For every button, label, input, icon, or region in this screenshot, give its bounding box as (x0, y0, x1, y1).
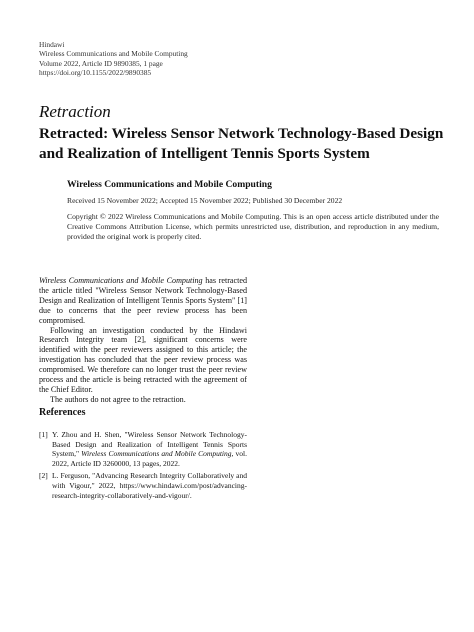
journal-name: Wireless Communications and Mobile Computing (39, 49, 188, 59)
publisher-name: Hindawi (39, 40, 65, 49)
reference-number: [2] (39, 471, 48, 481)
reference-item (39, 430, 247, 468)
doi-link[interactable]: https://doi.org/10.1155/2022/9890385 (39, 67, 152, 77)
article-title: Retracted: Wireless Sensor Network Technology-Based Design and Realization of Intelligent Tennis Sports System (39, 125, 444, 162)
retraction-body (39, 276, 247, 405)
reference-number: [1] (39, 430, 48, 439)
reference-journal: Wireless Communications and Mobile Computing (81, 449, 232, 459)
reference-details: , vol. 2022, Article ID 3260000, 13 pages, 2022. (52, 449, 247, 468)
publication-dates: Received 15 November 2022; Accepted 15 November 2022; Published 30 December 2022 (67, 196, 343, 205)
body-paragraph-2: Following an investigation conducted by the Hindawi Research Integrity team [2], significant concerns were identified with the peer reviewers assigned to this article; the investigation has concluded that the peer review process was compromised. We therefore can no longer trust the peer review process and the article is being retracted with the agreement of the Chief Editor. (39, 325, 247, 394)
references-heading: References (39, 407, 86, 418)
header-metadata (39, 40, 188, 77)
reference-text[interactable]: L. Ferguson, "Advancing Research Integrity Collaboratively and with Vigour," 2022, https://www.hindawi.com/post/advancing-research-integrity-collaboratively-and-vigour/. (52, 471, 247, 500)
volume-line: Volume 2022, Article ID 9890385, 1 page (39, 58, 163, 68)
body-paragraph-3: The authors do not agree to the retraction. (50, 394, 186, 404)
body-paragraph-1 (39, 276, 247, 326)
reference-item (39, 471, 247, 500)
copyright-notice: Copyright © 2022 Wireless Communications and Mobile Computing. This is an open access article distributed under the Creative Commons Attribution License, which permits unrestricted use, distribution, and reproduction in any medium, provided the original work is properly cited. (67, 212, 439, 241)
body-paragraph-1-text: has retracted the article titled "Wireless Sensor Network Technology-Based Design and Realization of Intelligent Tennis Sports System" [1] due to concerns that the peer review process has been compromised. (39, 276, 247, 325)
body-journal-name: Wireless Communications and Mobile Computing (39, 276, 203, 285)
author-journal-line: Wireless Communications and Mobile Computing (67, 179, 272, 190)
references-list (39, 430, 247, 503)
reference-text: Y. Zhou and H. Shen, "Wireless Sensor Network Technology-Based Design and Realization of Intelligent Tennis Sports System," (52, 430, 247, 459)
article-type-label: Retraction (39, 102, 111, 121)
